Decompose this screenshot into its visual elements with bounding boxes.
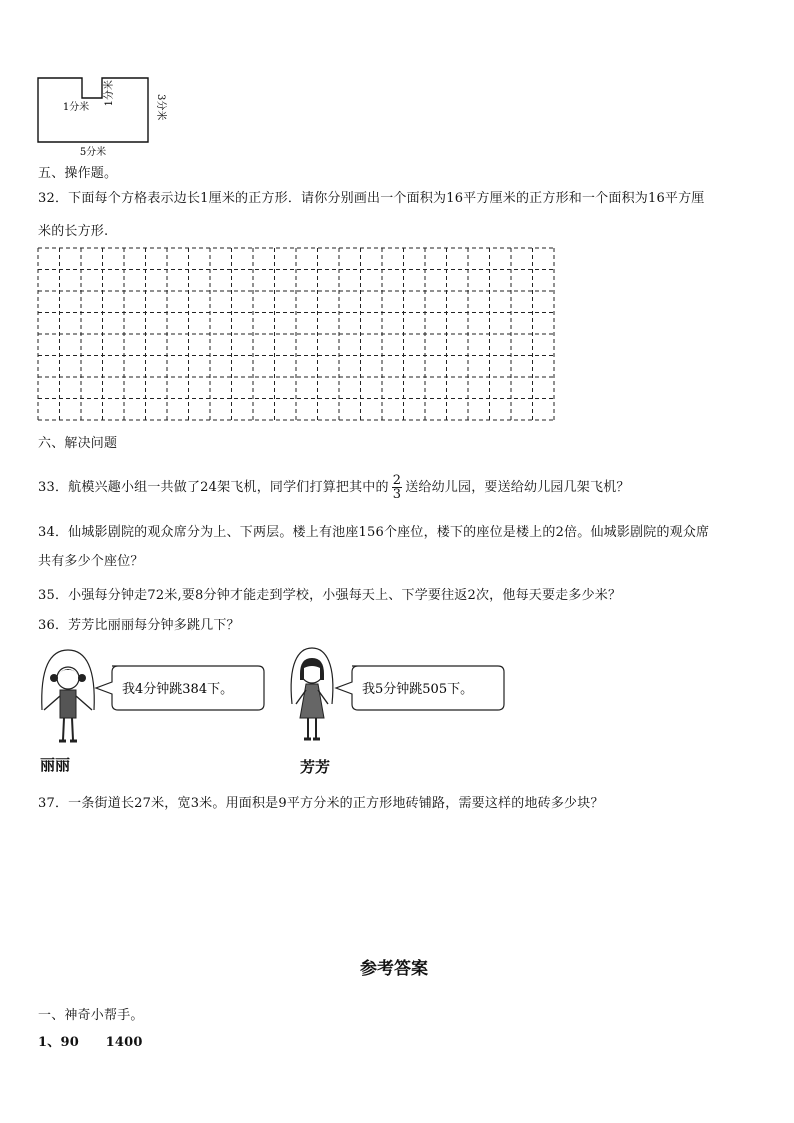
notched-rectangle-figure <box>30 70 180 160</box>
label-inner-1dm: 1分米 <box>62 102 90 113</box>
question-34-number: 34． <box>38 525 69 540</box>
question-33 <box>38 474 630 501</box>
name-lili: 丽丽 <box>40 756 71 774</box>
question-34-text-1: 仙城影剧院的观众席分为上、下两层。楼上有池座156个座位，楼下的座位是楼上的2倍。仙城影剧院的观众席 <box>68 525 710 540</box>
label-bottom-5dm: 5分米 <box>79 147 107 158</box>
question-36 <box>38 614 240 633</box>
question-36-text: 芳芳比丽丽每分钟多跳几下？ <box>68 618 240 633</box>
label-height-3dm: 3分米 <box>155 94 166 121</box>
question-35-number: 35． <box>38 588 69 603</box>
lili-head <box>57 667 79 689</box>
section-5-heading: 五、操作题。 <box>38 166 118 181</box>
speech-bubble-fangfang <box>332 664 508 714</box>
section-6-heading: 六、解决问题 <box>38 436 118 451</box>
question-33-text-after: 送给幼儿园，要送给幼儿园几架飞机？ <box>405 480 630 495</box>
label-notch-1dm: 1分米 <box>104 80 115 107</box>
fangfang-legs <box>308 718 316 738</box>
question-36-number: 36． <box>38 618 69 633</box>
fangfang-dress <box>300 684 324 718</box>
question-35 <box>38 584 621 603</box>
answers-section-1-heading: 一、神奇小帮手。 <box>38 1008 144 1023</box>
bubble-fangfang-text: 我5分钟跳505下。 <box>362 682 474 697</box>
question-35-text: 小强每分钟走72米,要8分钟才能走到学校，小强每天上、下学要往返2次，他每天要走多少米？ <box>68 588 622 603</box>
question-37-text: 一条街道长27米，宽3米。用面积是9平方分米的正方形地砖铺路，需要这样的地砖多少块？ <box>68 796 604 811</box>
question-32-number: 32． <box>38 191 69 206</box>
question-34-line-2: 共有多少个座位？ <box>38 554 144 569</box>
answers-title: 参考答案 <box>360 959 428 979</box>
notched-rectangle-outline <box>38 78 148 142</box>
question-32-line-1 <box>38 187 705 206</box>
question-34-line-1 <box>38 521 709 540</box>
fraction-denominator: 3 <box>392 487 402 502</box>
answer-1-part-b: 1400 <box>105 1035 143 1050</box>
fraction <box>392 474 402 501</box>
question-33-number: 33． <box>38 480 69 495</box>
question-37 <box>38 792 604 811</box>
answer-1 <box>38 1031 143 1050</box>
lili-body <box>60 690 76 718</box>
speech-bubble-lili <box>92 664 268 714</box>
dashed-square-grid[interactable] <box>36 246 560 424</box>
bubble-lili-text: 我4分钟跳384下。 <box>122 682 234 697</box>
lili-pigtail-right <box>78 674 86 682</box>
question-32-text-1: 下面每个方格表示边长1厘米的正方形．请你分别画出一个面积为16平方厘米的正方形和一个面积为16平方厘 <box>68 191 705 206</box>
answer-1-part-a: 1、90 <box>38 1035 79 1050</box>
question-33-text-before: 航模兴趣小组一共做了24架飞机，同学们打算把其中的 <box>68 480 389 495</box>
fraction-numerator: 2 <box>392 473 402 488</box>
question-32-line-2: 米的长方形. <box>38 224 109 239</box>
lili-pigtail-left <box>50 674 58 682</box>
lili-legs <box>63 718 73 740</box>
name-fangfang: 芳芳 <box>300 758 331 776</box>
question-37-number: 37． <box>38 796 69 811</box>
